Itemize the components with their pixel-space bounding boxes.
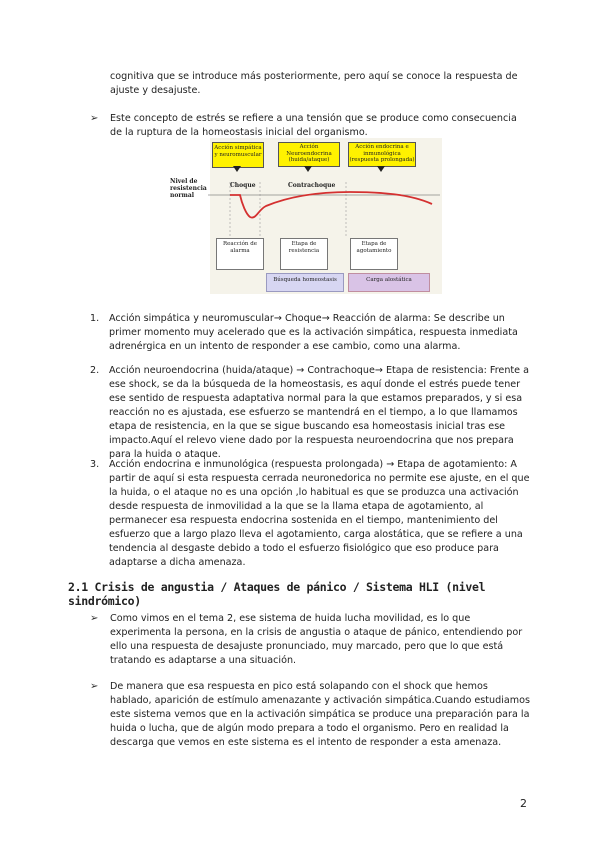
item-text: Acción neuroendocrina (huida/ataque) → Contrachoque→ Etapa de resistencia: Frente a ese shock, se da la búsqueda de la homeostasis, es aquí donde el estrés puede tener ese sentido de respuesta adaptativa normal para la que estamos preparados, y si esa reacción no es ajustada, ese esfuerzo se mantendrá en el tiempo, a lo que llamamos etapa de resistencia, en la que se sigue buscando esa homeostasis inicial tras ese impacto.Aquí el relevo viene dado por la respuesta neuroendocrina que nos prepara para la huida o ataque. [109, 365, 530, 460]
numbered-item [90, 364, 530, 462]
section-heading: 2.1 Crisis de angustia / Ataques de pánico / Sistema HLI (nivel sindrómico) [68, 580, 486, 608]
footer-box-label: Búsqueda homeostasis [273, 277, 337, 283]
bullet-item [90, 612, 530, 668]
item-text: Acción simpática y neuromuscular→ Choque→ Reacción de alarma: Se describe un primer momento muy acelerado que es la activación simpática, respuesta inmediata adrenérgica en un intento de responder a ese cambio, como una alarma. [109, 313, 518, 352]
bullet-item [90, 680, 530, 750]
diagram-footer-box [348, 273, 430, 292]
top-box-label: Acción simpática y neuromuscular [214, 145, 262, 158]
numbered-item [90, 458, 530, 570]
item-number: 1. [90, 313, 100, 324]
numbered-item [90, 312, 530, 354]
diagram-bottom-box [216, 238, 264, 270]
bottom-box-label: Etapa de agotamiento [356, 241, 392, 254]
item-number: 2. [90, 365, 100, 376]
top-box-label: Acción Neuroendocrina (huida/ataque) [286, 144, 332, 163]
arrow-bullet-icon: ➢ [90, 681, 99, 692]
page-number: 2 [520, 797, 527, 810]
diagram-footer-box [266, 273, 344, 292]
resistance-curve [230, 192, 432, 218]
diagram-curve-svg [170, 138, 442, 294]
arrow-bullet-icon: ➢ [90, 113, 99, 124]
continuation-paragraph: cognitiva que se introduce más posteriormente, pero aquí se conoce la respuesta de ajuste y desajuste. [110, 71, 518, 96]
diagram-bottom-box [280, 238, 328, 270]
bottom-box-label: Reacción de alarma [223, 241, 257, 254]
stress-phases-diagram [170, 138, 442, 294]
diagram-y-label: Nivel de resistencia normal [170, 178, 207, 199]
bottom-box-label: Etapa de resistencia [288, 241, 320, 254]
diagram-bottom-box [350, 238, 398, 270]
phase-label: Choque [230, 182, 256, 189]
top-box-label: Acción endocrina e inmunológica (respuesta prolongada) [349, 144, 415, 163]
phase-label: Contrachoque [288, 182, 336, 189]
footer-box-label: Carga alostática [366, 277, 412, 283]
item-number: 3. [90, 459, 100, 470]
arrow-bullet-icon: ➢ [90, 613, 99, 624]
bullet-text: Este concepto de estrés se refiere a una tensión que se produce como consecuencia de la ruptura de la homeostasis inicial del organismo. [110, 113, 517, 138]
bullet-item [90, 112, 530, 140]
bullet-text: De manera que esa respuesta en pico está solapando con el shock que hemos hablado, aparición de estímulo amenazante y activación simpática.Cuando estudiamos este sistema vemos que en la activación simpática se produce una preparación para la huida o lucha, que de algún modo prepara a todo el organismo. Pero en realidad la descarga que vemos en este sistema es el intento de responder a esta amenaza. [110, 681, 530, 748]
bullet-text: Como vimos en el tema 2, ese sistema de huida lucha movilidad, es lo que experimenta la persona, en la crisis de angustia o ataque de pánico, entendiendo por ello una respuesta de desajuste pronunciado, muy marcado, pero que lo que está tratando es adaptarse a una situación. [110, 613, 523, 666]
item-text: Acción endocrina e inmunológica (respuesta prolongada) → Etapa de agotamiento: A partir de aquí si esta respuesta cerrada neuronedorica no permite ese ajuste, en el que la huida, o el ataque no es una opción ,lo habitual es que se produzca una activación desde respuesta de inmovilidad a la que se la llama etapa de agotamiento, al permanecer esa respuesta endocrina sostenida en el tiempo, mantenimiento del esfuerzo que a largo plazo lleva el agotamiento, carga alostática, que se refiere a una tendencia al desgaste debido a todo el esfuerzo fisiológico que eso produce para adaptarse a dicha amenaza. [109, 459, 530, 568]
